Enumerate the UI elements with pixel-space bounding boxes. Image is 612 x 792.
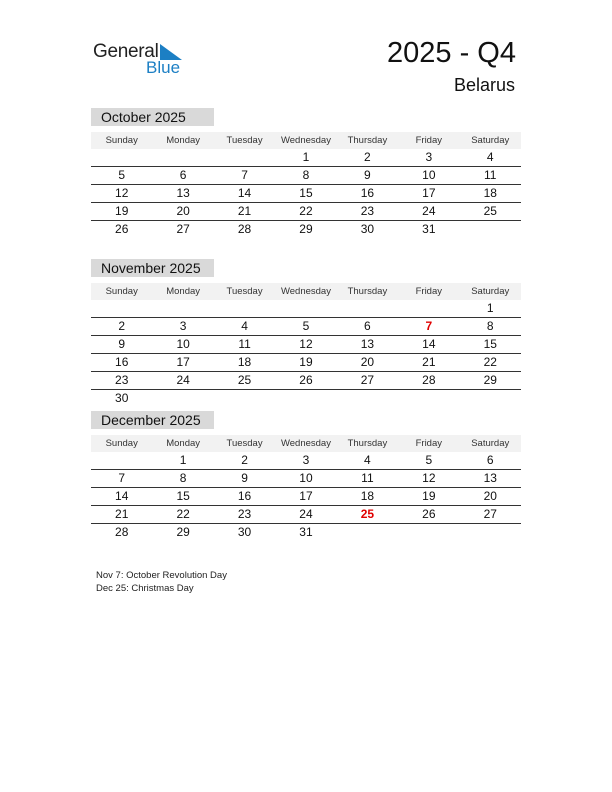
day-cell: 13 xyxy=(360,337,375,351)
weekday-header: Saturday xyxy=(471,135,510,146)
day-cell-empty xyxy=(337,390,398,407)
day-cell: 10 xyxy=(176,337,190,351)
weekday-header: Saturday xyxy=(471,286,510,297)
day-cell: 27 xyxy=(483,507,497,521)
week-row xyxy=(91,203,521,221)
day-cell: 22 xyxy=(483,355,497,369)
day-cell: 23 xyxy=(237,507,252,521)
day-cell: 10 xyxy=(422,168,436,182)
day-cell: 8 xyxy=(302,168,310,182)
weekday-header: Tuesday xyxy=(226,135,263,146)
day-cell-empty xyxy=(152,390,213,407)
week-row xyxy=(91,300,521,318)
month-december xyxy=(91,411,521,541)
day-cell: 27 xyxy=(360,373,375,387)
weekday-header: Saturday xyxy=(471,438,510,449)
day-cell: 12 xyxy=(299,337,313,351)
day-cell: 26 xyxy=(422,507,436,521)
day-cell: 10 xyxy=(299,471,313,485)
day-cell: 26 xyxy=(299,373,313,387)
day-cell-empty xyxy=(398,300,459,317)
day-cell: 21 xyxy=(237,204,252,218)
holiday-day-cell: 7 xyxy=(425,319,433,333)
day-cell: 30 xyxy=(360,222,375,236)
day-cell-empty xyxy=(275,300,336,317)
day-cell: 16 xyxy=(115,355,129,369)
holiday-note: Nov 7: October Revolution Day xyxy=(96,570,227,581)
day-cell: 13 xyxy=(483,471,497,485)
week-row xyxy=(91,372,521,390)
week-row xyxy=(91,185,521,203)
day-cell: 31 xyxy=(299,525,313,539)
day-cell: 3 xyxy=(302,453,310,467)
day-cell: 9 xyxy=(241,471,248,485)
week-row xyxy=(91,524,521,541)
weekday-header: Monday xyxy=(166,135,201,146)
day-cell: 7 xyxy=(118,471,126,485)
week-row xyxy=(91,452,521,470)
day-cell: 20 xyxy=(360,355,375,369)
month-label: October 2025 xyxy=(91,108,214,126)
day-cell: 5 xyxy=(302,319,310,333)
day-cell: 17 xyxy=(299,489,313,503)
week-row xyxy=(91,167,521,185)
holiday-notes xyxy=(96,569,227,595)
day-cell: 28 xyxy=(237,222,252,236)
day-cell: 12 xyxy=(422,471,436,485)
weekday-header: Thursday xyxy=(347,286,388,297)
day-cell-empty xyxy=(214,300,275,317)
day-cell: 13 xyxy=(176,186,190,200)
day-cell: 1 xyxy=(486,301,494,315)
day-cell: 29 xyxy=(176,525,190,539)
day-cell: 9 xyxy=(118,337,126,351)
weekday-header: Sunday xyxy=(105,438,138,449)
day-cell: 14 xyxy=(422,337,436,351)
day-cell: 21 xyxy=(115,507,129,521)
day-cell: 11 xyxy=(361,471,374,485)
week-row xyxy=(91,318,521,336)
weekday-header: Wednesday xyxy=(280,135,331,146)
day-cell-empty xyxy=(214,390,275,407)
weekday-header: Monday xyxy=(166,286,201,297)
day-cell-empty xyxy=(91,452,152,469)
weekday-header: Friday xyxy=(415,286,443,297)
weekday-header-row xyxy=(91,435,521,452)
weekday-header: Friday xyxy=(415,438,443,449)
day-cell: 18 xyxy=(237,355,252,369)
page-title: 2025 - Q4 xyxy=(387,37,516,69)
weekday-header: Wednesday xyxy=(280,286,331,297)
holiday-note: Dec 25: Christmas Day xyxy=(96,583,194,594)
day-cell: 17 xyxy=(176,355,190,369)
day-cell-empty xyxy=(152,300,213,317)
day-cell-empty xyxy=(337,524,398,541)
day-cell-empty xyxy=(460,524,521,541)
weekday-header: Sunday xyxy=(105,135,138,146)
day-cell: 11 xyxy=(238,337,251,351)
weekday-header: Friday xyxy=(415,135,443,146)
day-cell: 6 xyxy=(179,168,187,182)
day-cell: 3 xyxy=(425,150,433,164)
day-cell: 19 xyxy=(422,489,436,503)
day-cell-empty xyxy=(398,524,459,541)
week-row xyxy=(91,354,521,372)
day-cell: 23 xyxy=(115,373,129,387)
day-cell-empty xyxy=(214,149,275,166)
day-cell-empty xyxy=(460,390,521,407)
weekday-header-row xyxy=(91,132,521,149)
day-cell: 22 xyxy=(299,204,313,218)
day-cell: 14 xyxy=(115,489,129,503)
day-cell: 8 xyxy=(179,471,187,485)
day-cell: 21 xyxy=(422,355,436,369)
day-cell: 17 xyxy=(422,186,436,200)
generalblue-logo xyxy=(93,40,193,80)
weekday-header: Tuesday xyxy=(226,286,263,297)
day-cell: 23 xyxy=(360,204,375,218)
day-cell: 27 xyxy=(176,222,190,236)
day-cell: 15 xyxy=(483,337,497,351)
week-row xyxy=(91,506,521,524)
day-cell: 6 xyxy=(486,453,494,467)
week-row xyxy=(91,221,521,238)
week-row xyxy=(91,336,521,354)
day-cell: 5 xyxy=(118,168,126,182)
day-cell: 18 xyxy=(483,186,497,200)
day-cell: 26 xyxy=(115,222,129,236)
day-cell: 9 xyxy=(364,168,371,182)
weekday-header: Tuesday xyxy=(226,438,263,449)
week-row xyxy=(91,390,521,407)
day-cell: 22 xyxy=(176,507,190,521)
day-cell: 11 xyxy=(484,168,497,182)
day-cell-empty xyxy=(460,221,521,238)
day-cell: 3 xyxy=(179,319,187,333)
day-cell: 15 xyxy=(176,489,190,503)
day-cell: 2 xyxy=(118,319,126,333)
day-cell: 6 xyxy=(364,319,371,333)
day-cell: 12 xyxy=(115,186,129,200)
week-row xyxy=(91,149,521,167)
month-october xyxy=(91,108,521,238)
day-cell: 20 xyxy=(483,489,497,503)
month-label: November 2025 xyxy=(91,259,214,277)
day-cell: 25 xyxy=(237,373,252,387)
day-cell: 4 xyxy=(486,150,494,164)
weekday-header: Wednesday xyxy=(280,438,331,449)
day-cell: 8 xyxy=(486,319,494,333)
day-cell: 19 xyxy=(115,204,129,218)
day-cell-empty xyxy=(275,390,336,407)
day-cell: 14 xyxy=(237,186,252,200)
day-cell-empty xyxy=(91,149,152,166)
day-cell: 15 xyxy=(299,186,313,200)
weekday-header-row xyxy=(91,283,521,300)
month-label: December 2025 xyxy=(91,411,214,429)
holiday-day-cell: 25 xyxy=(360,507,375,521)
day-cell: 4 xyxy=(364,453,371,467)
day-cell: 18 xyxy=(360,489,375,503)
week-row xyxy=(91,488,521,506)
day-cell-empty xyxy=(91,300,152,317)
logo-word-blue: Blue xyxy=(146,58,181,77)
day-cell: 28 xyxy=(422,373,436,387)
day-cell-empty xyxy=(398,390,459,407)
day-cell-empty xyxy=(337,300,398,317)
weekday-header: Thursday xyxy=(347,438,388,449)
day-cell: 31 xyxy=(422,222,436,236)
day-cell: 29 xyxy=(299,222,313,236)
day-cell: 28 xyxy=(115,525,129,539)
day-cell: 19 xyxy=(299,355,313,369)
week-row xyxy=(91,470,521,488)
day-cell: 24 xyxy=(422,204,436,218)
day-cell: 2 xyxy=(241,453,248,467)
day-cell: 30 xyxy=(115,391,129,405)
weekday-header: Monday xyxy=(166,438,201,449)
day-cell: 25 xyxy=(483,204,497,218)
day-cell: 24 xyxy=(299,507,313,521)
day-cell-empty xyxy=(152,149,213,166)
day-cell: 5 xyxy=(425,453,433,467)
day-cell: 2 xyxy=(364,150,371,164)
day-cell: 20 xyxy=(176,204,190,218)
day-cell: 1 xyxy=(179,453,187,467)
day-cell: 16 xyxy=(360,186,375,200)
day-cell: 4 xyxy=(241,319,248,333)
weekday-header: Sunday xyxy=(105,286,138,297)
day-cell: 16 xyxy=(237,489,252,503)
day-cell: 1 xyxy=(302,150,310,164)
month-november xyxy=(91,259,521,407)
day-cell: 7 xyxy=(241,168,248,182)
weekday-header: Thursday xyxy=(347,135,388,146)
day-cell: 29 xyxy=(483,373,497,387)
day-cell: 30 xyxy=(237,525,252,539)
logo-word-general: General xyxy=(93,41,159,62)
day-cell: 24 xyxy=(176,373,190,387)
country-name: Belarus xyxy=(453,75,515,95)
